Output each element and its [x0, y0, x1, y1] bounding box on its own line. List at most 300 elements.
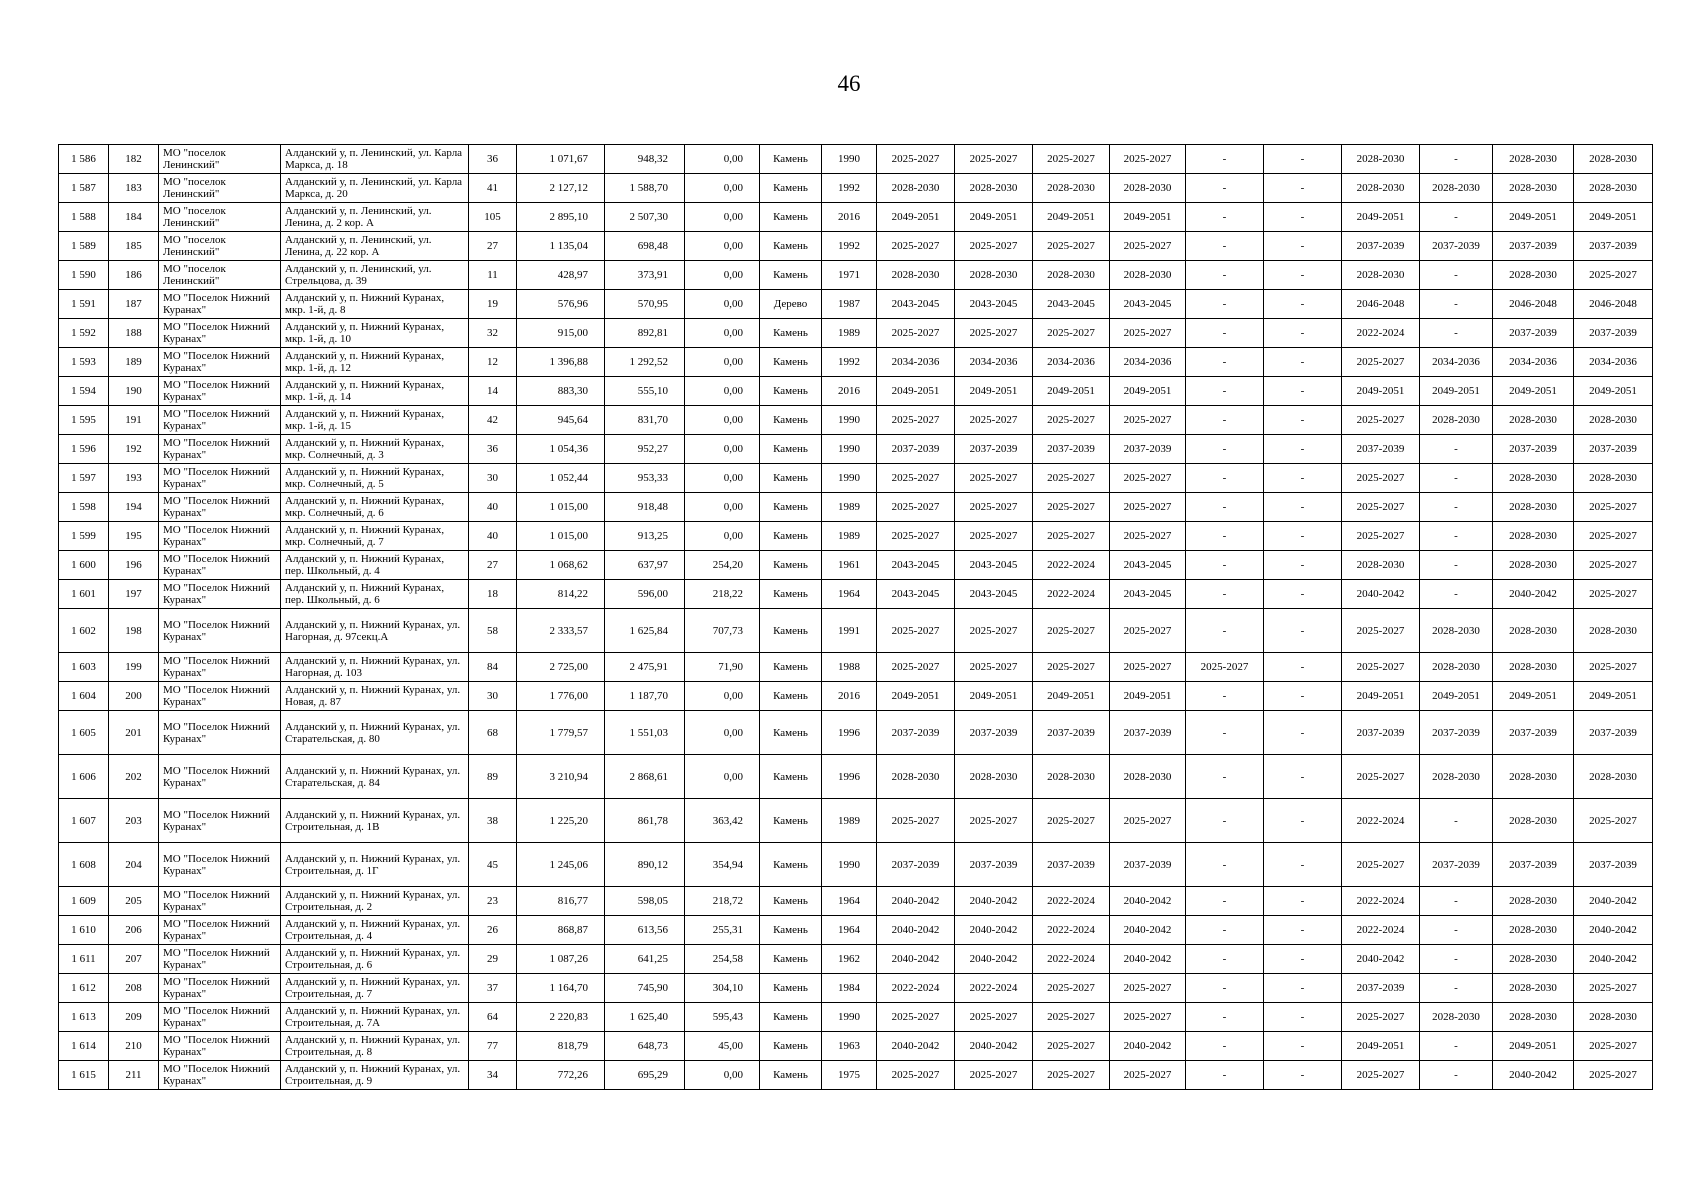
cell-municipality: МО "Поселок Нижний Куранах"	[159, 1032, 281, 1061]
cell-period-3: 2025-2027	[1033, 406, 1110, 435]
cell-period-10: 2028-2030	[1574, 755, 1653, 799]
cell-year-built: 1990	[822, 145, 877, 174]
cell-period-9: 2037-2039	[1493, 319, 1574, 348]
cell-period-7: 2025-2027	[1342, 609, 1420, 653]
cell-period-3: 2025-2027	[1033, 609, 1110, 653]
cell-wall-material: Камень	[760, 974, 822, 1003]
cell-living-area: 1 625,40	[605, 1003, 685, 1032]
cell-nonresidential-area: 0,00	[685, 682, 760, 711]
cell-year-built: 1964	[822, 580, 877, 609]
cell-period-7: 2049-2051	[1342, 377, 1420, 406]
cell-period-3: 2025-2027	[1033, 1032, 1110, 1061]
cell-total-area: 816,77	[517, 887, 605, 916]
cell-row-number: 1 606	[59, 755, 109, 799]
cell-period-10: 2037-2039	[1574, 843, 1653, 887]
cell-apartments: 27	[469, 232, 517, 261]
cell-apartments: 26	[469, 916, 517, 945]
cell-row-number: 1 595	[59, 406, 109, 435]
cell-period-1: 2025-2027	[877, 406, 955, 435]
table-row	[59, 1032, 1653, 1061]
cell-local-number: 185	[109, 232, 159, 261]
cell-period-8: 2034-2036	[1420, 348, 1493, 377]
cell-period-10: 2040-2042	[1574, 945, 1653, 974]
cell-row-number: 1 612	[59, 974, 109, 1003]
cell-period-8: -	[1420, 799, 1493, 843]
cell-address: Алданский у, п. Нижний Куранах, ул. Строительная, д. 1В	[281, 799, 469, 843]
housing-register-table	[58, 144, 1653, 1090]
cell-period-6: -	[1264, 377, 1342, 406]
cell-address: Алданский у, п. Нижний Куранах, мкр. 1-й, д. 12	[281, 348, 469, 377]
cell-period-6: -	[1264, 522, 1342, 551]
cell-nonresidential-area: 255,31	[685, 916, 760, 945]
cell-local-number: 211	[109, 1061, 159, 1090]
cell-period-7: 2037-2039	[1342, 232, 1420, 261]
cell-period-3: 2025-2027	[1033, 1061, 1110, 1090]
cell-period-6: -	[1264, 1032, 1342, 1061]
cell-year-built: 1971	[822, 261, 877, 290]
cell-living-area: 555,10	[605, 377, 685, 406]
cell-living-area: 745,90	[605, 974, 685, 1003]
cell-nonresidential-area: 45,00	[685, 1032, 760, 1061]
cell-apartments: 29	[469, 945, 517, 974]
cell-period-2: 2043-2045	[955, 290, 1033, 319]
cell-living-area: 2 475,91	[605, 653, 685, 682]
cell-period-4: 2025-2027	[1110, 232, 1186, 261]
cell-year-built: 1989	[822, 522, 877, 551]
cell-period-6: -	[1264, 319, 1342, 348]
cell-total-area: 3 210,94	[517, 755, 605, 799]
cell-row-number: 1 615	[59, 1061, 109, 1090]
cell-period-4: 2043-2045	[1110, 551, 1186, 580]
cell-period-10: 2028-2030	[1574, 406, 1653, 435]
cell-row-number: 1 607	[59, 799, 109, 843]
cell-period-10: 2025-2027	[1574, 522, 1653, 551]
table-body	[59, 145, 1653, 1090]
cell-period-10: 2037-2039	[1574, 232, 1653, 261]
cell-municipality: МО "поселок Ленинский"	[159, 232, 281, 261]
cell-living-area: 948,32	[605, 145, 685, 174]
table-row	[59, 580, 1653, 609]
cell-address: Алданский у, п. Нижний Куранах, ул. Строительная, д. 4	[281, 916, 469, 945]
cell-period-5: -	[1186, 755, 1264, 799]
cell-period-3: 2025-2027	[1033, 232, 1110, 261]
cell-local-number: 190	[109, 377, 159, 406]
cell-total-area: 1 225,20	[517, 799, 605, 843]
cell-year-built: 1990	[822, 464, 877, 493]
cell-period-9: 2040-2042	[1493, 1061, 1574, 1090]
cell-period-8: 2028-2030	[1420, 653, 1493, 682]
cell-living-area: 2 868,61	[605, 755, 685, 799]
cell-wall-material: Камень	[760, 319, 822, 348]
cell-apartments: 32	[469, 319, 517, 348]
cell-municipality: МО "Поселок Нижний Куранах"	[159, 755, 281, 799]
cell-municipality: МО "Поселок Нижний Куранах"	[159, 843, 281, 887]
cell-local-number: 192	[109, 435, 159, 464]
cell-period-8: 2028-2030	[1420, 174, 1493, 203]
cell-wall-material: Камень	[760, 711, 822, 755]
cell-period-3: 2028-2030	[1033, 174, 1110, 203]
table-row	[59, 232, 1653, 261]
cell-period-2: 2025-2027	[955, 232, 1033, 261]
cell-address: Алданский у, п. Нижний Куранах, пер. Школьный, д. 6	[281, 580, 469, 609]
cell-period-2: 2040-2042	[955, 916, 1033, 945]
cell-period-3: 2025-2027	[1033, 493, 1110, 522]
cell-year-built: 2016	[822, 682, 877, 711]
cell-nonresidential-area: 0,00	[685, 377, 760, 406]
cell-living-area: 953,33	[605, 464, 685, 493]
cell-municipality: МО "поселок Ленинский"	[159, 174, 281, 203]
cell-period-6: -	[1264, 682, 1342, 711]
cell-total-area: 428,97	[517, 261, 605, 290]
cell-period-8: -	[1420, 290, 1493, 319]
cell-period-5: 2025-2027	[1186, 653, 1264, 682]
cell-period-1: 2025-2027	[877, 493, 955, 522]
table-row	[59, 145, 1653, 174]
cell-period-10: 2034-2036	[1574, 348, 1653, 377]
cell-municipality: МО "Поселок Нижний Куранах"	[159, 290, 281, 319]
cell-period-4: 2025-2027	[1110, 799, 1186, 843]
cell-period-5: -	[1186, 493, 1264, 522]
cell-period-5: -	[1186, 1003, 1264, 1032]
cell-apartments: 12	[469, 348, 517, 377]
cell-period-8: -	[1420, 974, 1493, 1003]
cell-municipality: МО "Поселок Нижний Куранах"	[159, 319, 281, 348]
cell-period-4: 2040-2042	[1110, 945, 1186, 974]
cell-municipality: МО "Поселок Нижний Куранах"	[159, 682, 281, 711]
cell-address: Алданский у, п. Нижний Куранах, мкр. 1-й, д. 8	[281, 290, 469, 319]
cell-period-6: -	[1264, 174, 1342, 203]
cell-year-built: 1964	[822, 887, 877, 916]
cell-period-6: -	[1264, 464, 1342, 493]
cell-wall-material: Камень	[760, 799, 822, 843]
cell-apartments: 58	[469, 609, 517, 653]
cell-year-built: 2016	[822, 203, 877, 232]
cell-period-4: 2025-2027	[1110, 319, 1186, 348]
cell-period-1: 2049-2051	[877, 203, 955, 232]
table-row	[59, 916, 1653, 945]
cell-period-9: 2028-2030	[1493, 551, 1574, 580]
cell-period-10: 2025-2027	[1574, 261, 1653, 290]
cell-period-6: -	[1264, 799, 1342, 843]
cell-local-number: 193	[109, 464, 159, 493]
cell-nonresidential-area: 304,10	[685, 974, 760, 1003]
cell-period-9: 2028-2030	[1493, 522, 1574, 551]
cell-year-built: 1990	[822, 406, 877, 435]
cell-row-number: 1 593	[59, 348, 109, 377]
cell-wall-material: Камень	[760, 609, 822, 653]
cell-year-built: 1990	[822, 843, 877, 887]
cell-period-2: 2037-2039	[955, 435, 1033, 464]
cell-period-9: 2028-2030	[1493, 464, 1574, 493]
cell-period-9: 2028-2030	[1493, 1003, 1574, 1032]
cell-period-4: 2049-2051	[1110, 682, 1186, 711]
cell-period-10: 2037-2039	[1574, 711, 1653, 755]
cell-nonresidential-area: 0,00	[685, 348, 760, 377]
cell-row-number: 1 609	[59, 887, 109, 916]
cell-period-2: 2025-2027	[955, 1061, 1033, 1090]
cell-period-2: 2025-2027	[955, 609, 1033, 653]
cell-period-4: 2025-2027	[1110, 609, 1186, 653]
cell-period-5: -	[1186, 319, 1264, 348]
cell-nonresidential-area: 0,00	[685, 174, 760, 203]
table-row	[59, 551, 1653, 580]
cell-nonresidential-area: 0,00	[685, 290, 760, 319]
cell-period-5: -	[1186, 522, 1264, 551]
cell-period-10: 2037-2039	[1574, 319, 1653, 348]
cell-period-9: 2037-2039	[1493, 232, 1574, 261]
cell-period-4: 2028-2030	[1110, 261, 1186, 290]
cell-period-8: -	[1420, 435, 1493, 464]
cell-period-8: -	[1420, 945, 1493, 974]
cell-period-6: -	[1264, 653, 1342, 682]
cell-apartments: 34	[469, 1061, 517, 1090]
cell-period-2: 2025-2027	[955, 799, 1033, 843]
cell-period-5: -	[1186, 843, 1264, 887]
cell-period-9: 2028-2030	[1493, 974, 1574, 1003]
cell-period-2: 2043-2045	[955, 580, 1033, 609]
cell-period-2: 2028-2030	[955, 174, 1033, 203]
cell-apartments: 89	[469, 755, 517, 799]
cell-living-area: 1 551,03	[605, 711, 685, 755]
cell-wall-material: Камень	[760, 916, 822, 945]
table-row	[59, 755, 1653, 799]
cell-wall-material: Камень	[760, 261, 822, 290]
cell-nonresidential-area: 354,94	[685, 843, 760, 887]
cell-living-area: 952,27	[605, 435, 685, 464]
cell-local-number: 208	[109, 974, 159, 1003]
cell-period-6: -	[1264, 493, 1342, 522]
cell-period-5: -	[1186, 916, 1264, 945]
cell-year-built: 1984	[822, 974, 877, 1003]
cell-living-area: 831,70	[605, 406, 685, 435]
cell-period-1: 2025-2027	[877, 653, 955, 682]
cell-period-6: -	[1264, 290, 1342, 319]
cell-total-area: 576,96	[517, 290, 605, 319]
cell-period-2: 2040-2042	[955, 945, 1033, 974]
cell-period-4: 2028-2030	[1110, 755, 1186, 799]
cell-period-3: 2037-2039	[1033, 435, 1110, 464]
cell-year-built: 1989	[822, 799, 877, 843]
cell-wall-material: Камень	[760, 551, 822, 580]
page-number: 46	[837, 71, 861, 96]
table-row	[59, 653, 1653, 682]
cell-nonresidential-area: 254,20	[685, 551, 760, 580]
cell-nonresidential-area: 0,00	[685, 755, 760, 799]
cell-wall-material: Камень	[760, 755, 822, 799]
cell-period-5: -	[1186, 1032, 1264, 1061]
cell-nonresidential-area: 0,00	[685, 145, 760, 174]
cell-total-area: 1 071,67	[517, 145, 605, 174]
cell-period-8: 2037-2039	[1420, 843, 1493, 887]
cell-municipality: МО "Поселок Нижний Куранах"	[159, 974, 281, 1003]
cell-total-area: 1 779,57	[517, 711, 605, 755]
cell-period-8: -	[1420, 522, 1493, 551]
cell-local-number: 191	[109, 406, 159, 435]
table-row	[59, 348, 1653, 377]
cell-address: Алданский у, п. Ленинский, ул. Карла Маркса, д. 18	[281, 145, 469, 174]
cell-period-5: -	[1186, 580, 1264, 609]
cell-year-built: 1987	[822, 290, 877, 319]
cell-period-7: 2025-2027	[1342, 406, 1420, 435]
cell-total-area: 2 725,00	[517, 653, 605, 682]
cell-period-8: 2028-2030	[1420, 609, 1493, 653]
cell-wall-material: Камень	[760, 1061, 822, 1090]
cell-period-8: -	[1420, 1032, 1493, 1061]
table-row	[59, 945, 1653, 974]
cell-period-3: 2022-2024	[1033, 887, 1110, 916]
cell-total-area: 1 776,00	[517, 682, 605, 711]
cell-period-3: 2022-2024	[1033, 945, 1110, 974]
cell-wall-material: Камень	[760, 682, 822, 711]
cell-period-6: -	[1264, 406, 1342, 435]
cell-period-5: -	[1186, 406, 1264, 435]
cell-period-5: -	[1186, 945, 1264, 974]
cell-period-6: -	[1264, 974, 1342, 1003]
cell-period-6: -	[1264, 755, 1342, 799]
table-row	[59, 1061, 1653, 1090]
cell-period-4: 2025-2027	[1110, 406, 1186, 435]
cell-municipality: МО "Поселок Нижний Куранах"	[159, 406, 281, 435]
cell-total-area: 1 164,70	[517, 974, 605, 1003]
cell-year-built: 1989	[822, 493, 877, 522]
cell-period-3: 2025-2027	[1033, 319, 1110, 348]
cell-total-area: 1 068,62	[517, 551, 605, 580]
cell-period-6: -	[1264, 145, 1342, 174]
cell-municipality: МО "Поселок Нижний Куранах"	[159, 1003, 281, 1032]
table-row	[59, 974, 1653, 1003]
cell-period-9: 2040-2042	[1493, 580, 1574, 609]
cell-period-5: -	[1186, 974, 1264, 1003]
cell-period-9: 2049-2051	[1493, 203, 1574, 232]
cell-total-area: 1 135,04	[517, 232, 605, 261]
cell-nonresidential-area: 254,58	[685, 945, 760, 974]
cell-wall-material: Камень	[760, 653, 822, 682]
cell-municipality: МО "Поселок Нижний Куранах"	[159, 916, 281, 945]
cell-period-8: -	[1420, 464, 1493, 493]
cell-apartments: 30	[469, 464, 517, 493]
cell-period-1: 2040-2042	[877, 1032, 955, 1061]
cell-period-5: -	[1186, 232, 1264, 261]
cell-row-number: 1 614	[59, 1032, 109, 1061]
cell-wall-material: Камень	[760, 145, 822, 174]
cell-period-3: 2049-2051	[1033, 682, 1110, 711]
cell-apartments: 36	[469, 435, 517, 464]
cell-wall-material: Камень	[760, 203, 822, 232]
cell-period-9: 2037-2039	[1493, 711, 1574, 755]
table-row	[59, 493, 1653, 522]
cell-address: Алданский у, п. Нижний Куранах, пер. Школьный, д. 4	[281, 551, 469, 580]
cell-period-2: 2034-2036	[955, 348, 1033, 377]
cell-local-number: 194	[109, 493, 159, 522]
cell-apartments: 105	[469, 203, 517, 232]
cell-wall-material: Камень	[760, 843, 822, 887]
cell-period-4: 2037-2039	[1110, 711, 1186, 755]
cell-local-number: 199	[109, 653, 159, 682]
cell-period-9: 2028-2030	[1493, 945, 1574, 974]
cell-row-number: 1 587	[59, 174, 109, 203]
cell-local-number: 186	[109, 261, 159, 290]
cell-local-number: 204	[109, 843, 159, 887]
cell-total-area: 1 087,26	[517, 945, 605, 974]
cell-row-number: 1 590	[59, 261, 109, 290]
cell-period-6: -	[1264, 609, 1342, 653]
cell-year-built: 1962	[822, 945, 877, 974]
cell-address: Алданский у, п. Нижний Куранах, мкр. 1-й, д. 14	[281, 377, 469, 406]
cell-period-10: 2046-2048	[1574, 290, 1653, 319]
cell-period-8: -	[1420, 916, 1493, 945]
cell-period-10: 2037-2039	[1574, 435, 1653, 464]
cell-total-area: 772,26	[517, 1061, 605, 1090]
cell-period-7: 2028-2030	[1342, 145, 1420, 174]
cell-period-10: 2025-2027	[1574, 974, 1653, 1003]
cell-total-area: 1 054,36	[517, 435, 605, 464]
cell-period-2: 2025-2027	[955, 319, 1033, 348]
cell-local-number: 184	[109, 203, 159, 232]
cell-period-10: 2049-2051	[1574, 377, 1653, 406]
cell-period-4: 2049-2051	[1110, 377, 1186, 406]
cell-period-7: 2040-2042	[1342, 945, 1420, 974]
cell-period-9: 2049-2051	[1493, 1032, 1574, 1061]
cell-period-8: -	[1420, 145, 1493, 174]
cell-period-6: -	[1264, 916, 1342, 945]
cell-year-built: 1992	[822, 174, 877, 203]
cell-period-2: 2025-2027	[955, 145, 1033, 174]
cell-apartments: 18	[469, 580, 517, 609]
cell-living-area: 695,29	[605, 1061, 685, 1090]
cell-period-7: 2028-2030	[1342, 551, 1420, 580]
cell-period-4: 2034-2036	[1110, 348, 1186, 377]
cell-period-8: -	[1420, 203, 1493, 232]
cell-period-7: 2037-2039	[1342, 711, 1420, 755]
cell-nonresidential-area: 0,00	[685, 493, 760, 522]
cell-period-10: 2040-2042	[1574, 916, 1653, 945]
cell-period-8: 2037-2039	[1420, 232, 1493, 261]
cell-period-5: -	[1186, 348, 1264, 377]
cell-period-2: 2028-2030	[955, 261, 1033, 290]
cell-period-10: 2028-2030	[1574, 145, 1653, 174]
table-row	[59, 406, 1653, 435]
cell-period-5: -	[1186, 377, 1264, 406]
cell-row-number: 1 594	[59, 377, 109, 406]
cell-period-7: 2022-2024	[1342, 887, 1420, 916]
cell-municipality: МО "Поселок Нижний Куранах"	[159, 580, 281, 609]
cell-apartments: 77	[469, 1032, 517, 1061]
cell-period-4: 2025-2027	[1110, 522, 1186, 551]
cell-living-area: 890,12	[605, 843, 685, 887]
table-row	[59, 377, 1653, 406]
cell-year-built: 1988	[822, 653, 877, 682]
cell-total-area: 1 396,88	[517, 348, 605, 377]
cell-period-7: 2049-2051	[1342, 682, 1420, 711]
cell-apartments: 41	[469, 174, 517, 203]
cell-local-number: 183	[109, 174, 159, 203]
cell-period-2: 2043-2045	[955, 551, 1033, 580]
cell-period-1: 2043-2045	[877, 580, 955, 609]
cell-apartments: 37	[469, 974, 517, 1003]
cell-municipality: МО "Поселок Нижний Куранах"	[159, 551, 281, 580]
cell-local-number: 200	[109, 682, 159, 711]
cell-wall-material: Камень	[760, 580, 822, 609]
cell-period-7: 2049-2051	[1342, 203, 1420, 232]
cell-period-10: 2025-2027	[1574, 799, 1653, 843]
cell-period-1: 2025-2027	[877, 464, 955, 493]
cell-apartments: 30	[469, 682, 517, 711]
cell-period-1: 2025-2027	[877, 522, 955, 551]
cell-period-1: 2034-2036	[877, 348, 955, 377]
cell-period-4: 2025-2027	[1110, 1003, 1186, 1032]
cell-period-8: 2049-2051	[1420, 377, 1493, 406]
cell-municipality: МО "Поселок Нижний Куранах"	[159, 887, 281, 916]
